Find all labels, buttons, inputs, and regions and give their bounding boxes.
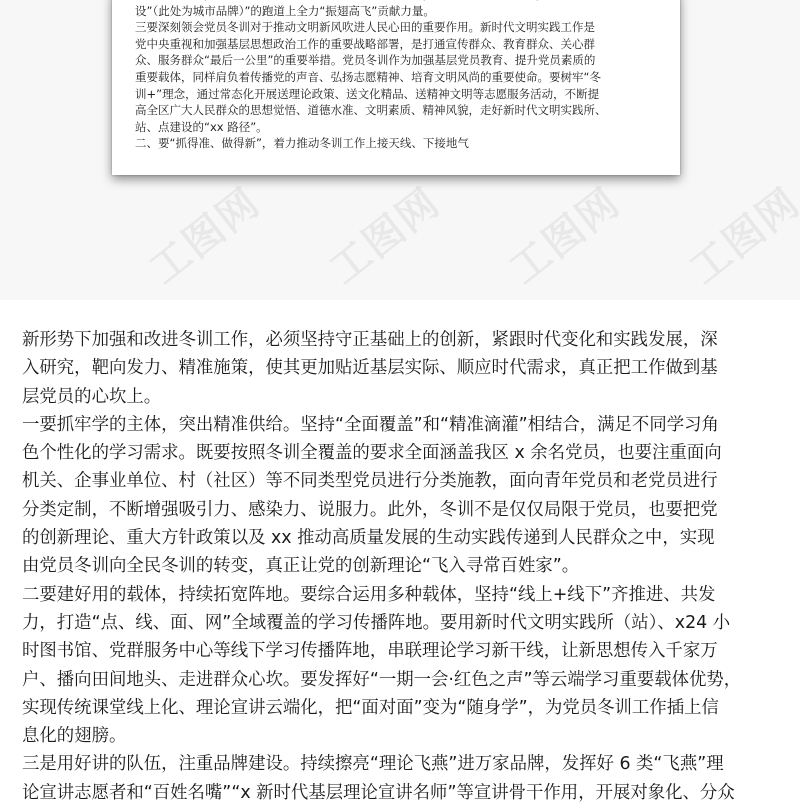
preview-line: 高全区广大人民群众的思想觉悟、道德水准、文明素质、精神风貌，走好新时代文明实践所、: [135, 103, 607, 118]
watermark: 工图网: [321, 179, 449, 294]
document-preview-text: [135, 0, 665, 152]
watermark: 工图网: [681, 179, 809, 294]
body-line: 三是用好讲的队伍，注重品牌建设。持续擦亮“理论飞燕”进万家品牌，发挥好 6 类“飞燕”理: [22, 754, 724, 775]
body-line: 色个性化的学习需求。既要按照冬训全覆盖的要求全面涵盖我区 x 余名党员，也要注重面向: [22, 443, 722, 464]
watermark: 工图网: [501, 179, 629, 294]
body-line: 实现传统课堂线上化、理论宣讲云端化，把“面对面”变为“随身学”，为党员冬训工作插上信: [22, 697, 719, 718]
document-preview-card: [112, 0, 680, 175]
body-line: 层党员的心坎上。: [22, 386, 162, 407]
preview-line: 重要载体，同样肩负着传播党的声音、弘扬志愿精神、培育文明风尚的重要使命。要树牢“冬: [135, 69, 601, 84]
body-line: 二要建好用的载体，持续拓宽阵地。要综合运用多种载体，坚持“线上+线下”齐推进、共发: [22, 584, 716, 605]
body-line: 由党员冬训向全民冬训的转变，真正让党的创新理论“飞入寻常百姓家”。: [22, 556, 580, 577]
preview-line: 设”（此处为城市品牌）”的跑道上全力“振翅高飞”贡献力量。: [135, 3, 435, 18]
watermark: 工图网: [141, 179, 269, 294]
body-line: 分类定制，不断增强吸引力、感染力、说服力。此外，冬训不是仅仅局限于党员，也要把党: [22, 499, 718, 520]
preview-line: 众、服务群众“最后一公里”的重要举措。党员冬训作为加强基层党员教育、提升党员素质的: [135, 53, 596, 68]
body-line: 机关、企事业单位、村（社区）等不同类型党员进行分类施教，面向青年党员和老党员进行: [22, 471, 718, 492]
preview-line: 二、要“抓得准、做得新”，着力推动冬训工作上接天线、下接地气: [135, 136, 469, 151]
preview-line: 站、点建设的“xx 路径”。: [135, 119, 268, 134]
preview-line: 党中央重视和加强基层思想政治工作的重要战略部署，是打通宣传群众、教育群众、关心群: [135, 36, 595, 51]
body-line: 息化的翅膀。: [22, 726, 127, 747]
body-line: 论宣讲志愿者和“百姓名嘴”“x 新时代基层理论宣讲名师”等宣讲骨干作用，开展对象化、分众: [22, 782, 735, 803]
preview-background: [0, 0, 809, 300]
body-line: 力，打造“点、线、面、网”全域覆盖的学习传播阵地。要用新时代文明实践所（站）、x24 小: [22, 612, 731, 633]
body-line: 入研究，靶向发力、精准施策，使其更加贴近基层实际、顺应时代需求，真正把工作做到基: [22, 358, 718, 379]
preview-line: 训+”理念，通过常态化开展送理论政策、送文化精品、送精神文明等志愿服务活动，不断提: [135, 86, 600, 101]
body-line: 新形势下加强和改进冬训工作，必须坚持守正基础上的创新，紧跟时代变化和实践发展，深: [22, 330, 718, 350]
document-body: [22, 326, 782, 807]
body-line: 一要抓牢学的主体，突出精准供给。坚持“全面覆盖”和“精准滴灌”相结合，满足不同学习角: [22, 414, 719, 435]
body-line: 户、播向田间地头、走进群众心坎。要发挥好“一期一会·红色之声”等云端学习重要载体优势，: [22, 669, 742, 690]
preview-line: 三要深刻领会党员冬训对于推动文明新风吹进人民心田的重要作用。新时代文明实践工作是: [135, 20, 595, 35]
body-line: 的创新理论、重大方针政策以及 xx 推动高质量发展的生动实践传递到人民群众之中，实现: [22, 528, 715, 549]
body-line: 时图书馆、党群服务中心等线下学习传播阵地，串联理论学习新干线，让新思想传入千家万: [22, 641, 718, 662]
